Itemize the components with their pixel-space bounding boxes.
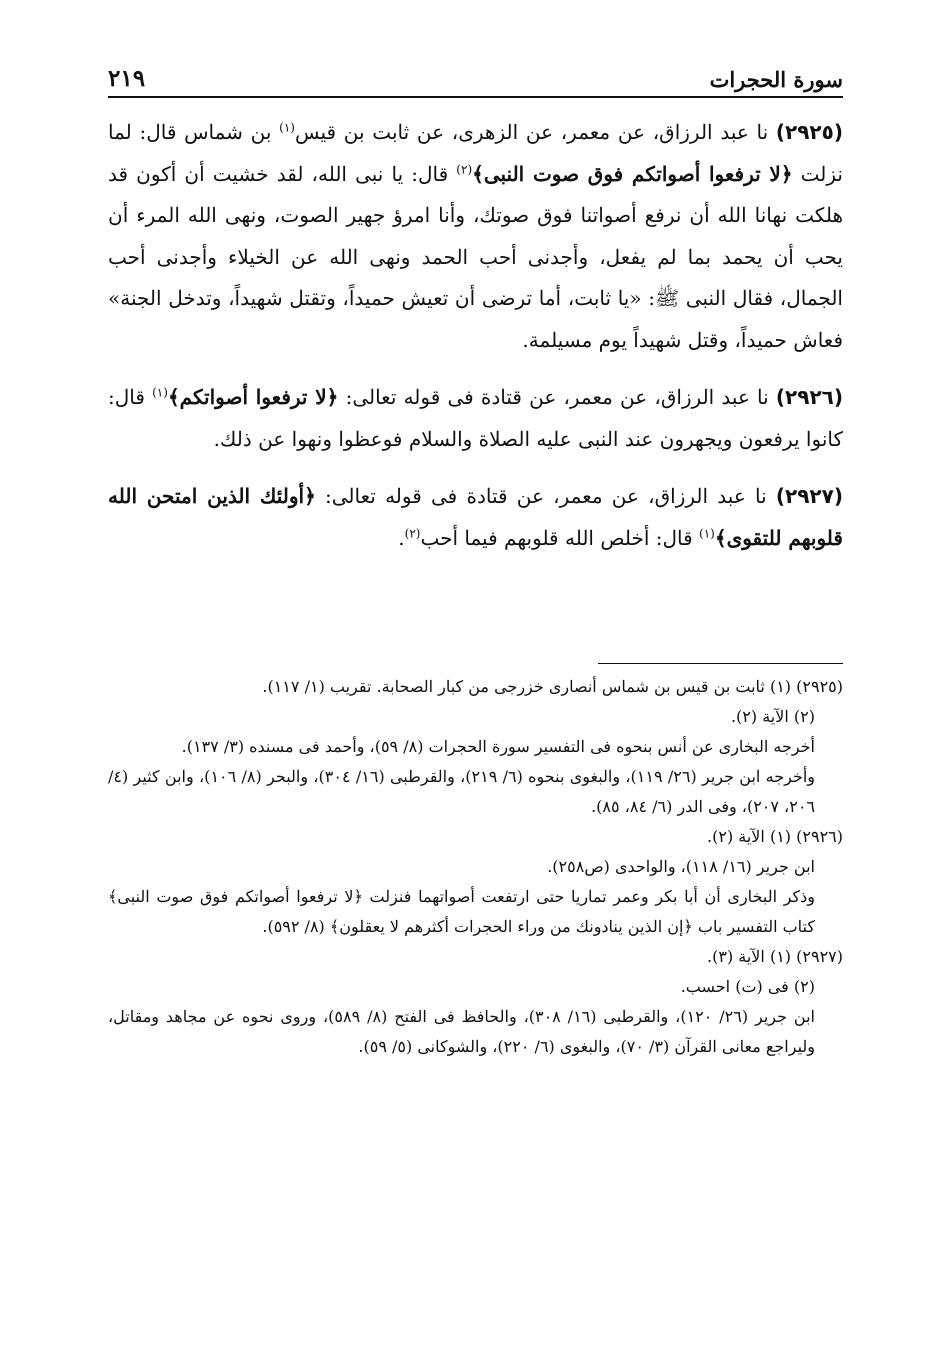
- footnote-ref: (٢): [456, 161, 473, 176]
- header-rule: [108, 96, 843, 98]
- footnote: (٢) فى (ت) احسب.: [680, 977, 815, 996]
- footnote-ref: (١): [699, 525, 715, 540]
- quran-quote: ﴿لا ترفعوا أصواتكم﴾: [167, 385, 339, 409]
- footnotes: [108, 672, 843, 1062]
- hadith-number: (٢٩٢٦): [775, 385, 844, 409]
- running-title: سورة الحجرات: [709, 67, 843, 92]
- footnote: (٢) الآية (٢).: [730, 707, 815, 726]
- hadith-text: قال: كانوا يرفعون ويجهرون عند النبى عليه الصلاة والسلام فوعظوا ونهوا عن ذلك.: [108, 385, 843, 451]
- hadith-text: نا عبد الرزاق، عن معمر، عن قتادة فى قوله تعالى:: [315, 484, 776, 508]
- footnote-rule: [598, 663, 843, 664]
- hadith-text: .: [398, 525, 405, 550]
- footnote: (٢٩٢٦) (١) الآية (٢).: [707, 827, 843, 846]
- quran-quote: ﴿لا ترفعوا أصواتكم فوق صوت النبى﴾: [472, 161, 793, 186]
- hadith-text: قال: يا نبى الله، لقد خشيت أن أكون قد هلكت نهانا الله أن نرفع أصواتنا فوق صوتك، وأنا امرؤ جهير الصوت، ونهى الله المرء أن يحب أن يحمد بما لم يفعل، وأجدنى أحب الحمد ونهى الله عن الخيلاء وأجدنى أحب الجمال، فقال النبى ﷺ: «يا ثابت، أما ترضى أن تعيش حميداً، وتقتل شهيداً، وتدخل الجنة» فعاش حميداً، وقتل شهيداً يوم مسيلمة.: [108, 161, 843, 352]
- footnote-ref: (١): [152, 385, 168, 400]
- footnote: (٢٩٢٥) (١) ثابت بن قيس بن شماس أنصارى خزرجى من كبار الصحابة. تقريب (١/ ١١٧).: [262, 677, 843, 696]
- quran-quote: ﴿أولئك الذين امتحن الله قلوبهم للتقوى﴾: [108, 484, 843, 550]
- hadith-number: (٢٩٢٥): [775, 120, 843, 144]
- main-text: [108, 112, 843, 575]
- footnote-ref: (٢): [404, 525, 421, 540]
- page-number: ٢١٩: [108, 65, 146, 92]
- page-header: [108, 58, 843, 92]
- footnote-ref: (١): [279, 120, 295, 135]
- footnote: (٢٩٢٧) (١) الآية (٣).: [707, 947, 843, 966]
- hadith-text: نا عبد الرزاق، عن معمر، عن قتادة فى قوله تعالى:: [338, 385, 776, 409]
- footnote: أخرجه البخارى عن أنس بنحوه فى التفسير سورة الحجرات (٨/ ٥٩)، وأحمد فى مسنده (٣/ ١٣٧).: [181, 737, 815, 756]
- hadith-text: قال: أخلص الله قلوبهم فيما أحب: [420, 525, 700, 550]
- hadith-text: نا عبد الرزاق، عن معمر، عن الزهرى، عن ثابت بن قيس: [294, 120, 776, 144]
- footnote: وذكر البخارى أن أبا بكر وعمر تماريا حتى ارتفعت أصواتهما فنزلت ﴿لا ترفعوا أصواتكم فوق صوت النبى﴾ كتاب التفسير باب ﴿إن الذين ينادونك من وراء الحجرات أكثرهم لا يعقلون﴾ (٨/ ٥٩٢).: [108, 887, 815, 936]
- hadith-2926: [108, 377, 843, 460]
- footnote: ابن جرير (٢٦/ ١٢٠)، والقرطبى (١٦/ ٣٠٨)، والحافظ فى الفتح (٨/ ٥٨٩)، وروى نحوه عن مجاهد ومقاتل، وليراجع معانى القرآن (٣/ ٧٠)، والبغوى (٦/ ٢٢٠)، والشوكانى (٥/ ٥٩).: [108, 1007, 815, 1056]
- hadith-number: (٢٩٢٧): [775, 484, 843, 508]
- hadith-2925: [108, 112, 843, 361]
- footnote: ابن جرير (١٦/ ١١٨)، والواحدى (ص٢٥٨).: [547, 857, 815, 876]
- footnote: وأخرجه ابن جرير (٢٦/ ١١٩)، والبغوى بنحوه (٦/ ٢١٩)، والقرطبى (١٦/ ٣٠٤)، والبحر (٨/ ١٠٦)، وابن كثير (٤/ ٢٠٦، ٢٠٧)، وفى الدر (٦/ ٨٤، ٨٥).: [108, 767, 816, 816]
- hadith-text: بن شماس قال: لما نزلت: [108, 120, 843, 186]
- hadith-2927: [108, 476, 843, 559]
